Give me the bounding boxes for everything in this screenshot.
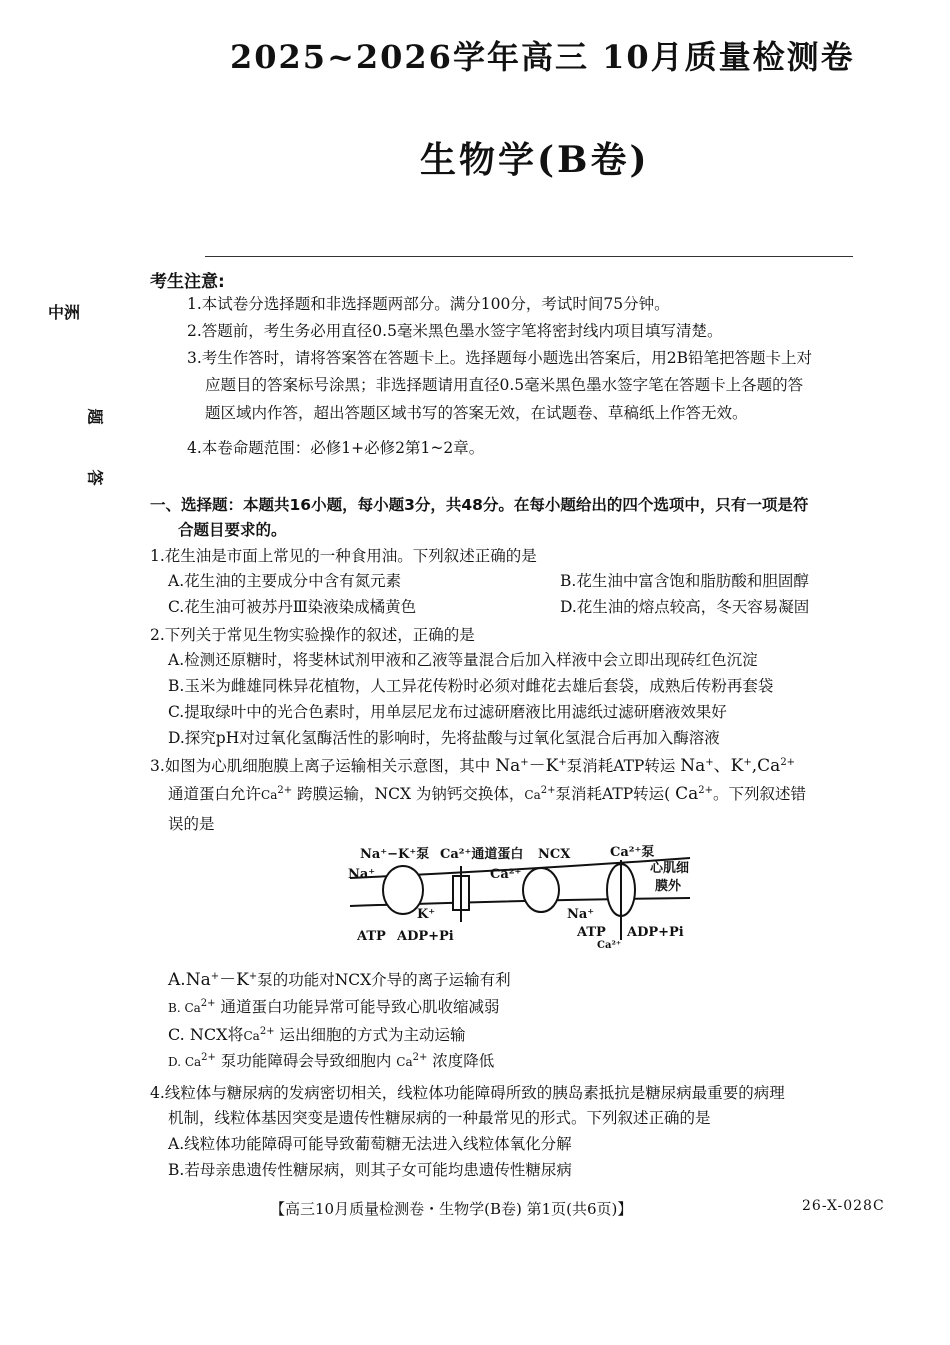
q3-option-d-text: 浓度降低: [427, 1052, 495, 1070]
q3-option-b-ca: Ca: [184, 1001, 201, 1015]
fig-label-ca-channel-ion: Ca²⁺: [490, 867, 522, 882]
q3-option-d-ca: Ca: [184, 1055, 202, 1069]
q2-option-b: B.玉米为雌雄同株异花植物，人工异花传粉时必须对雌花去雄后套袋，成熟后传粉再套袋: [168, 677, 774, 695]
q1-option-d: D.花生油的熔点较高，冬天容易凝固: [560, 598, 810, 616]
q3-ca-charge-2: 2+: [277, 784, 293, 796]
q4-option-b: B.若母亲患遗传性糖尿病，则其子女可能均患遗传性糖尿病: [168, 1161, 572, 1179]
q3-stem-line2: [168, 781, 806, 808]
exam-subtitle: 生物学(B卷): [420, 139, 650, 181]
q3-option-d: [168, 1048, 494, 1075]
fig-label-adp-1: ADP+Pi: [397, 929, 454, 944]
q3-k-charge-2: +: [743, 756, 752, 768]
q3-option-a-prefix: A.: [168, 970, 186, 990]
q3-na-symbol-2: Na: [680, 756, 706, 776]
q3-stem-text-6: 。下列叙述错: [713, 785, 807, 803]
side-mark-ti: 题: [85, 408, 105, 425]
paper-code: 26-X-028C: [802, 1198, 885, 1214]
q2-option-d: D.探究pH对过氧化氢酶活性的影响时，先将盐酸与过氧化氢混合后再加入酶溶液: [168, 729, 720, 747]
q3-k-charge: +: [558, 756, 567, 768]
q3-option-d-ca-charge: 2+: [201, 1051, 216, 1063]
q3-option-a-na: Na: [185, 970, 211, 990]
fig-label-atp-1: ATP: [357, 929, 386, 944]
q3-na-symbol: Na: [495, 756, 521, 776]
notice-item-3: 3.考生作答时，请将答案答在答题卡上。选择题每小题选出答案后，用2B铅笔把答题卡上对: [187, 349, 813, 367]
q1-option-c: C.花生油可被苏丹Ⅲ染液染成橘黄色: [168, 598, 417, 616]
q3-option-b: [168, 994, 499, 1021]
q2-stem: 2.下列关于常见生物实验操作的叙述，正确的是: [150, 626, 475, 644]
q3-ca-symbol-2: Ca: [261, 788, 278, 802]
q3-option-c-text: 运出细胞的方式为主动运输: [274, 1026, 466, 1044]
q3-ca-symbol-4: Ca: [675, 784, 699, 804]
notice-item-2: 2.答题前，考生务必用直径0.5毫米黑色墨水签字笔将密封线内项目填写清楚。: [187, 322, 723, 340]
q4-stem-line2: 机制，线粒体基因突变是遗传性糖尿病的一种最常见的形式。下列叙述正确的是: [168, 1109, 711, 1127]
q3-option-a-text: 泵的功能对NCX介导的离子运输有利: [257, 971, 511, 989]
fig-label-na-ncx: Na⁺: [567, 907, 595, 922]
q4-option-a: A.线粒体功能障碍可能导致葡萄糖无法进入线粒体氧化分解: [168, 1135, 572, 1153]
q3-stem-text-3: 通道蛋白允许: [168, 785, 262, 803]
notice-item-4: 4.本卷命题范围：必修1+必修2第1~2章。: [187, 439, 485, 457]
q3-option-a: [168, 967, 511, 993]
side-mark-da: 答: [85, 469, 105, 486]
notice-item-3-cont2: 题区域内作答，超出答题区域书写的答案无效，在试题卷、草稿纸上作答无效。: [205, 404, 748, 422]
q3-stem-text-4: 跨膜运输，NCX 为钠钙交换体，: [292, 785, 525, 803]
fig-label-ca-channel: Ca²⁺通道蛋白: [440, 847, 524, 862]
fig-label-ncx: NCX: [538, 847, 571, 862]
q3-option-d-ca-2: Ca: [396, 1055, 413, 1069]
page-footer: 【高三10月质量检测卷・生物学(B卷) 第1页(共6页)】: [270, 1200, 633, 1218]
q3-k-symbol: －K: [528, 756, 559, 776]
ncx-shape: [523, 868, 559, 912]
q3-ca-charge-3: 2+: [540, 784, 556, 796]
section-heading-cont: 合题目要求的。: [178, 521, 287, 539]
fig-label-na-in: Na⁺: [348, 867, 376, 882]
q3-stem-line1: [150, 753, 795, 779]
fig-label-k-in: K⁺: [417, 907, 436, 922]
notice-item-1: 1.本试卷分选择题和非选择题两部分。满分100分，考试时间75分钟。: [187, 295, 670, 313]
q3-option-d-prefix: D.: [168, 1055, 185, 1069]
q3-option-c-ca: Ca: [243, 1029, 260, 1043]
side-mark-zhongzhou: 中洲: [48, 303, 81, 322]
q3-option-c-ca-charge: 2+: [259, 1025, 275, 1037]
q3-option-c-prefix: C. NCX将: [168, 1025, 244, 1044]
q1-option-a: A.花生油的主要成分中含有氮元素: [168, 572, 402, 590]
fig-label-atp-2: ATP: [577, 925, 606, 940]
q3-option-a-k: －K: [219, 970, 249, 990]
q3-ca-symbol-3: Ca: [524, 788, 541, 802]
section-heading: 一、选择题：本题共16小题，每小题3分，共48分。在每小题给出的四个选项中，只有一项是符: [150, 496, 809, 514]
q3-k-symbol-2: 、K: [713, 756, 744, 776]
q3-option-c: [168, 1022, 466, 1049]
fig-label-ca-bottom: Ca²⁺: [597, 940, 622, 950]
q1-option-b: B.花生油中富含饱和脂肪酸和胆固醇: [560, 572, 809, 590]
q4-stem-line1: 4.线粒体与糖尿病的发病密切相关，线粒体功能障碍所致的胰岛素抵抗是糖尿病最重要的病理: [150, 1084, 785, 1102]
q3-stem-line3: 误的是: [168, 815, 215, 833]
q3-ca-charge-4: 2+: [698, 784, 714, 796]
q3-ca-charge: 2+: [780, 756, 796, 768]
q3-option-d-ca-charge-2: 2+: [412, 1051, 428, 1063]
q3-na-charge: +: [520, 756, 529, 768]
notice-heading: 考生注意:: [150, 272, 225, 292]
q3-stem-text-1: 3.如图为心肌细胞膜上离子运输相关示意图，其中: [150, 757, 496, 775]
fig-label-nak-pump: Na⁺−K⁺泵: [360, 847, 430, 862]
q3-option-b-text: 通道蛋白功能异常可能导致心肌收缩减弱: [215, 998, 500, 1016]
notice-item-3-cont: 应题目的答案标号涂黑；非选择题请用直径0.5毫米黑色墨水签字笔在答题卡上各题的答: [205, 376, 804, 394]
q2-option-c: C.提取绿叶中的光合色素时，用单层尼龙布过滤研磨液比用滤纸过滤研磨液效果好: [168, 703, 727, 721]
q3-option-a-k-charge: +: [248, 970, 258, 982]
exam-title: 2025~2026学年高三 10月质量检测卷: [230, 38, 855, 76]
fig-label-outside-1: 心肌细: [650, 861, 690, 876]
fig-label-adp-2: ADP+Pi: [627, 925, 684, 940]
q3-option-a-na-charge: +: [210, 970, 220, 982]
fig-label-outside-2: 膜外: [655, 879, 682, 894]
q2-option-a: A.检测还原糖时，将斐林试剂甲液和乙液等量混合后加入样液中会立即出现砖红色沉淀: [168, 651, 758, 669]
q3-stem-text-5: 泵消耗ATP转运(: [555, 785, 676, 803]
q3-option-b-prefix: B.: [168, 1001, 185, 1015]
fig-label-ca-pump: Ca²⁺泵: [610, 845, 655, 860]
q3-ca-symbol: ,Ca: [751, 756, 781, 776]
q3-na-charge-2: +: [705, 756, 714, 768]
q3-stem-text-2: 泵消耗ATP转运: [566, 757, 681, 775]
membrane-transport-figure: [345, 840, 700, 950]
title-divider: [205, 256, 853, 257]
q3-option-b-ca-charge: 2+: [200, 997, 216, 1009]
q3-option-d-mid: 泵功能障碍会导致细胞内: [215, 1052, 397, 1070]
q1-stem: 1.花生油是市面上常见的一种食用油。下列叙述正确的是: [150, 547, 537, 565]
